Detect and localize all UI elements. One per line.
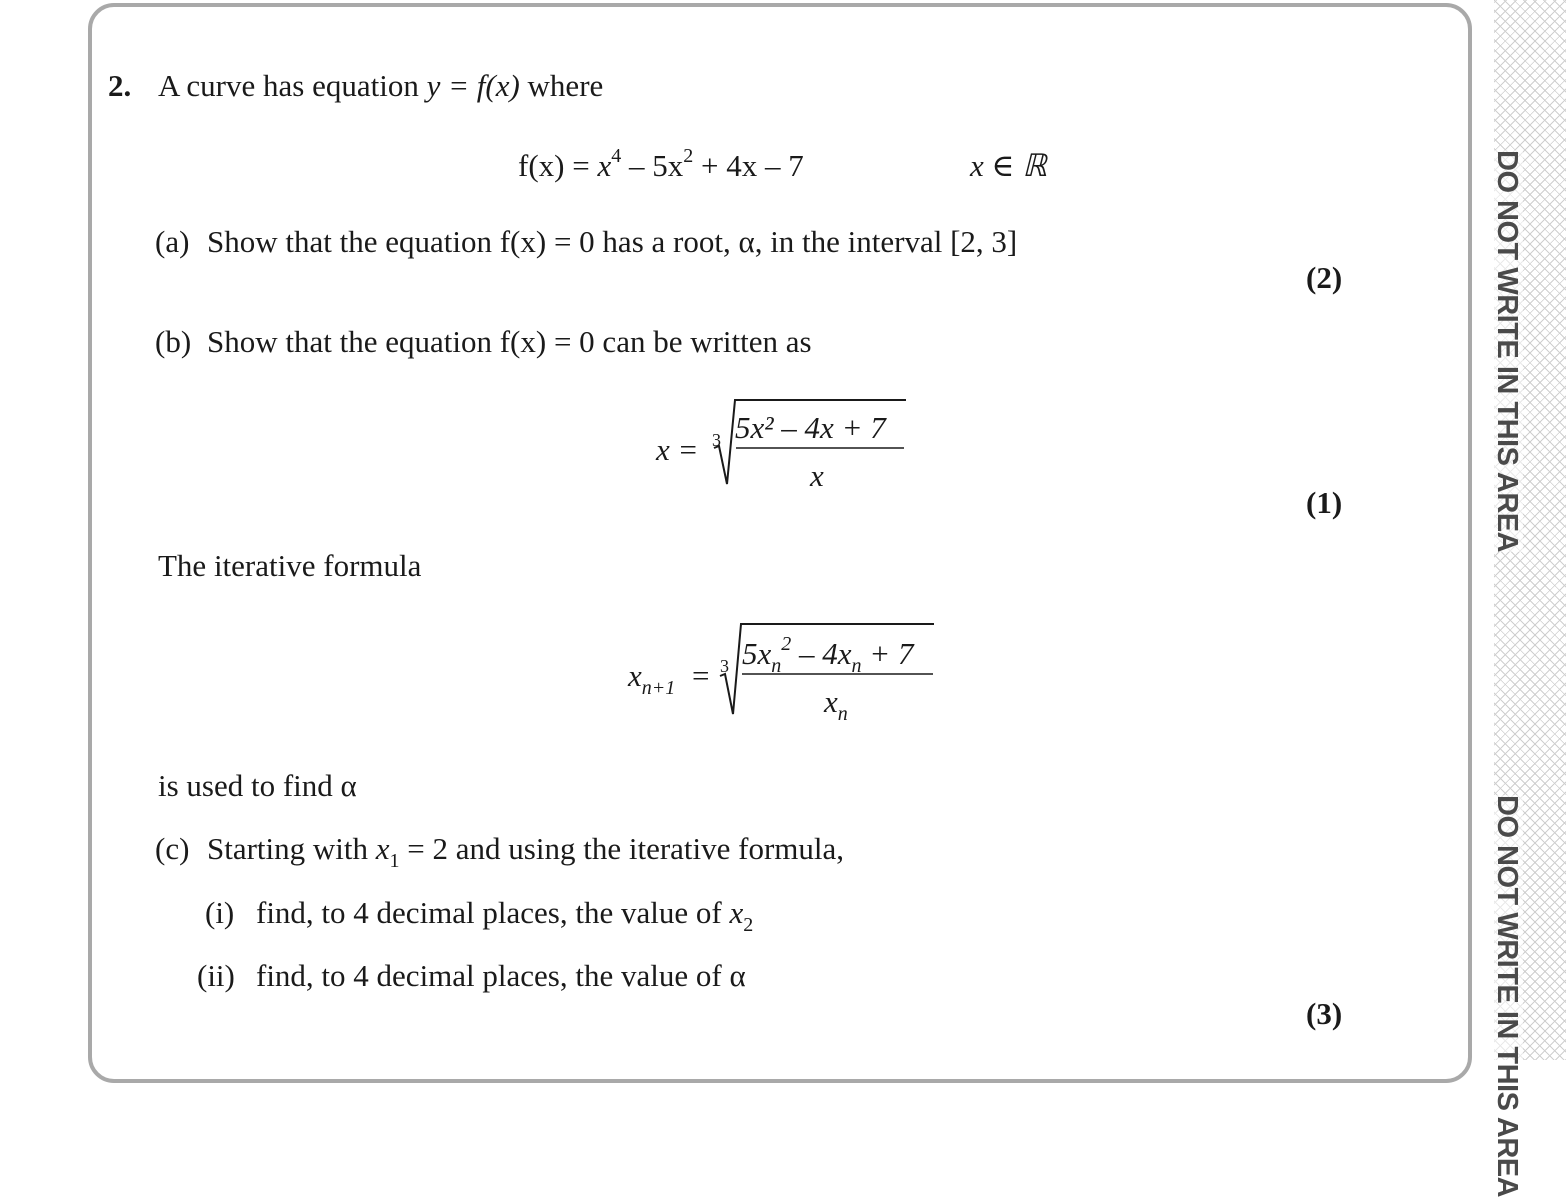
part-a-label: (a) <box>155 224 190 259</box>
iterative-root-index: 3 <box>720 656 729 676</box>
iterative-denominator: $x_n$ <box>824 684 848 725</box>
part-a-marks: (2) <box>1306 260 1343 295</box>
part-c-marks: (3) <box>1306 996 1343 1031</box>
question-intro: A curve has equation y = f(x) where <box>158 68 604 103</box>
margin-warning-bottom: DO NOT WRITE IN THIS AREA <box>1491 795 1523 1197</box>
part-c-i-text: find, to 4 decimal places, the value of $x_2$ <box>256 895 754 936</box>
part-c-ii-label: (ii) <box>197 958 235 993</box>
part-b-eq-lhs: x = <box>656 432 699 467</box>
question-number: 2. <box>108 68 132 103</box>
part-b-label: (b) <box>155 324 192 359</box>
part-b-text: Show that the equation f(x) = 0 can be written as <box>207 324 812 359</box>
part-c-ii-text: find, to 4 decimal places, the value of α <box>256 958 746 993</box>
intro-equation: y = f(x) <box>426 68 520 103</box>
iterative-intro: The iterative formula <box>158 548 422 583</box>
margin-warning-top: DO NOT WRITE IN THIS AREA <box>1491 150 1523 553</box>
iterative-used-text: is used to find α <box>158 768 357 803</box>
function-domain: x ∈ ℝ <box>970 148 1047 183</box>
part-b-root-index: 3 <box>712 430 721 450</box>
iterative-equals: = <box>692 658 710 693</box>
part-c-i-label: (i) <box>205 895 235 930</box>
part-b-denominator: x <box>810 458 824 493</box>
iterative-numerator: $5x_n^2 - 4x_n + 7$ <box>742 633 914 677</box>
iterative-lhs: $x_{n+1}$ <box>628 658 676 699</box>
part-b-marks: (1) <box>1306 485 1343 520</box>
part-a-text: Show that the equation f(x) = 0 has a root, α, in the interval [2, 3] <box>207 224 1018 259</box>
part-c-label: (c) <box>155 831 190 866</box>
function-definition: $f(x) = x^4 - 5x^2 + 4x - 7$ <box>518 145 804 183</box>
part-c-text: Starting with $x_1 = 2$ and using the iterative formula, <box>207 831 845 872</box>
part-b-numerator: 5x² – 4x + 7 <box>735 410 886 445</box>
